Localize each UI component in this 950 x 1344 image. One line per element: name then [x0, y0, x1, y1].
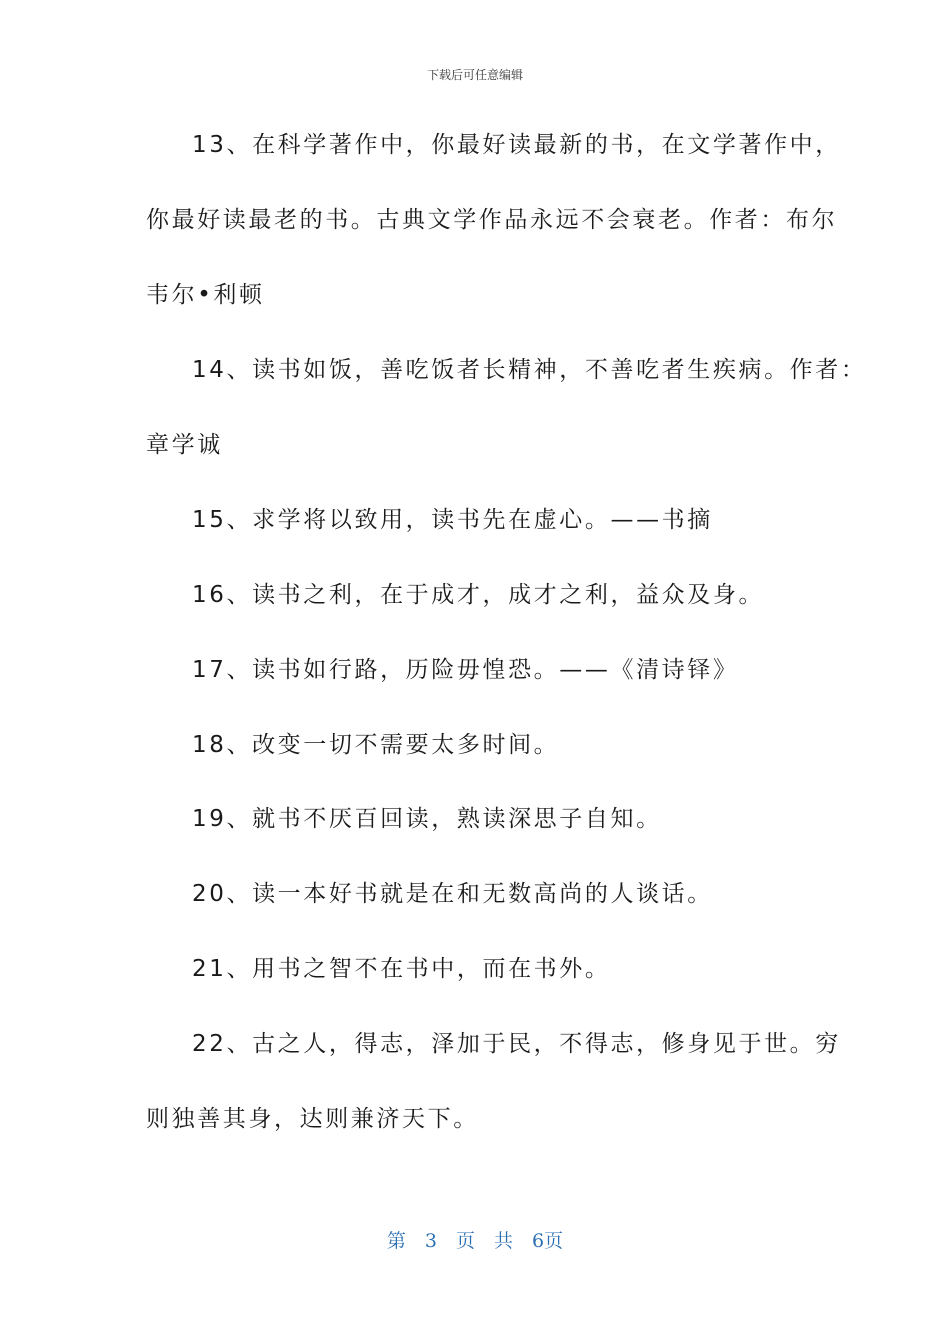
text-line: 15、求学将以致用，读书先在虚心。——书摘: [192, 507, 713, 533]
text-line: 21、用书之智不在书中，而在书外。: [192, 956, 611, 982]
text-line: 22、古之人，得志，泽加于民，不得志，修身见于世。穷: [192, 1031, 841, 1057]
page-number-label: 第 3 页 共 6页: [386, 1230, 564, 1252]
header-note: 下载后可任意编辑: [426, 68, 523, 82]
page-number-footer: [0, 1226, 950, 1253]
text-line: 13、在科学著作中，你最好读最新的书，在文学著作中，: [192, 132, 841, 158]
text-line: 韦尔•利顿: [146, 282, 265, 308]
text-line: 章学诚: [146, 432, 223, 458]
text-line: 则独善其身，达则兼济天下。: [146, 1106, 479, 1132]
text-line: 19、就书不厌百回读，熟读深思子自知。: [192, 806, 662, 832]
text-line: 14、读书如饭，善吃饭者长精神，不善吃者生疾病。作者：: [192, 357, 867, 383]
text-line: 你最好读最老的书。古典文学作品永远不会衰老。作者：布尔: [146, 207, 838, 233]
text-line: 20、读一本好书就是在和无数高尚的人谈话。: [192, 881, 713, 907]
text-line: 17、读书如行路，历险毋惶恐。——《清诗铎》: [192, 657, 739, 683]
text-line: 18、改变一切不需要太多时间。: [192, 732, 560, 758]
text-line: 16、读书之利，在于成才，成才之利，益众及身。: [192, 582, 765, 608]
